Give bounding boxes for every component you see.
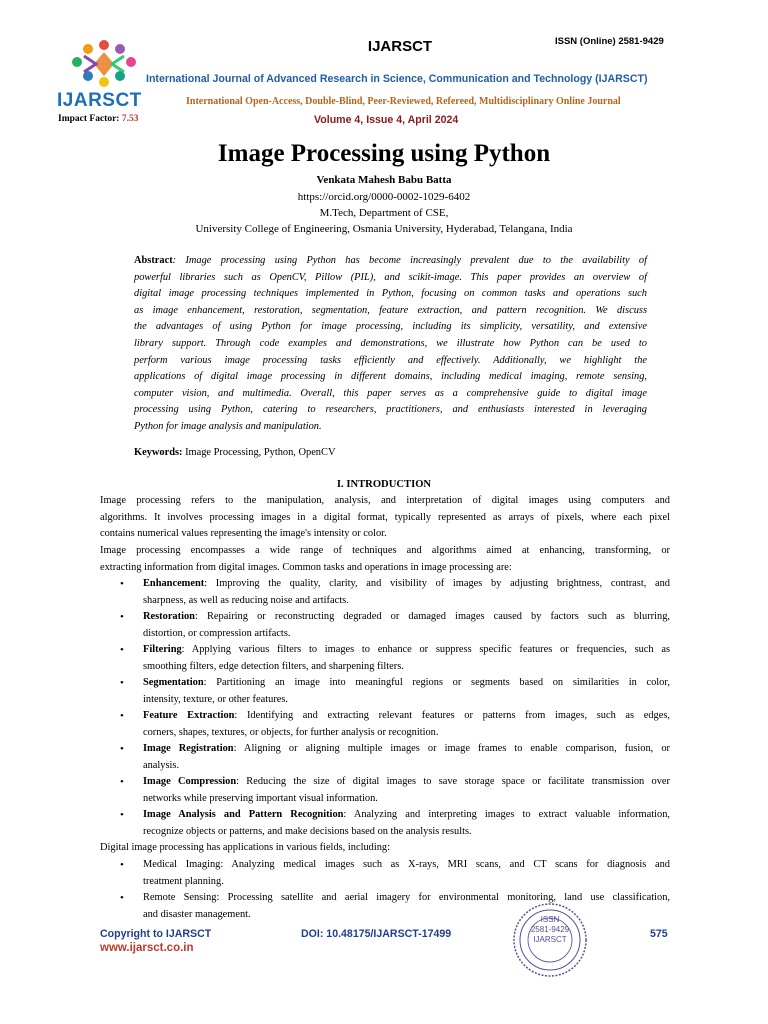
- paper-title: Image Processing using Python: [217, 140, 551, 167]
- doi-text: DOI: 10.48175/IJARSCT-17499: [301, 928, 452, 940]
- logo-text: IJARSCT: [57, 90, 142, 111]
- author-name: Venkata Mahesh Babu Batta: [316, 174, 452, 186]
- abstract-line: processing using Python, catering to researchers, practitioners, and enthusiasts interested in leveraging: [134, 404, 647, 416]
- list-item: Remote Sensing: Processing satellite and aerial imagery for environmental monitoring, land use classification, and disaster management.: [143, 892, 670, 920]
- paragraph-line: extracting information from digital images. Common tasks and operations in image processing are:: [100, 561, 512, 573]
- paragraph-line: algorithms. It involves processing images in a digital format, typically represented as arrays of pixels, where each pixel: [100, 511, 670, 523]
- paragraph-line: contains numerical values representing the image's intensity or color.: [100, 528, 387, 540]
- author-department: M.Tech, Department of CSE,: [319, 207, 449, 219]
- volume-issue: Volume 4, Issue 4, April 2024: [314, 114, 459, 126]
- list-item: Feature Extraction: Identifying and extracting relevant features or patterns from images, such as edges, corners, shapes, textures, or objects, for further analysis or recognition.: [143, 710, 670, 738]
- bullet-icon: •: [120, 859, 124, 871]
- list-item: Restoration: Repairing or reconstructing degraded or damaged images caused by factors such as blurring, distortion, or compression artifacts.: [143, 611, 670, 639]
- abstract-line: library support. Through code examples and demonstrations, we illustrate how Python can be used to: [134, 337, 647, 349]
- abstract-line: computer vision, and multimedia. Overall, this paper serves as a comprehensive guide to digital image: [134, 387, 647, 399]
- abstract-line: powerful libraries such as OpenCV, Pillow (PIL), and scikit-image. This paper provides an overview of: [134, 271, 647, 283]
- list-item: Enhancement: Improving the quality, clarity, and visibility of images by adjusting brightness, contrast, and sharpness, as well as reducing noise and artifacts.: [143, 578, 670, 606]
- bullet-icon: •: [120, 809, 124, 821]
- bullet-icon: •: [120, 743, 124, 755]
- list-item: Segmentation: Partitioning an image into meaningful regions or segments based on similarities in color, intensity, texture, or other features.: [143, 677, 670, 705]
- bullet-icon: •: [120, 611, 124, 623]
- stamp-text: ISSN: [540, 915, 560, 924]
- list-item: Image Registration: Aligning or aligning multiple images or image frames to enable comparison, fusion, or analysis.: [143, 743, 670, 771]
- section-heading: I. INTRODUCTION: [336, 479, 432, 490]
- impact-value: 7.53: [121, 114, 139, 124]
- abstract-line: the advantages of using Python for image processing, including its simplicity, versatility, and extensive: [134, 321, 647, 333]
- journal-name: International Journal of Advanced Research in Science, Communication and Technology (IJARSCT): [146, 73, 648, 85]
- bullet-icon: •: [120, 892, 124, 904]
- orcid-link[interactable]: https://orcid.org/0000-0002-1029-6402: [297, 191, 471, 203]
- bullet-icon: •: [120, 578, 124, 590]
- paragraph-line: Image processing encompasses a wide range of techniques and algorithms aimed at enhancing, transforming, or: [100, 545, 670, 556]
- abstract-label: Abstract: [134, 255, 173, 266]
- intro-paragraph-2: [100, 543, 670, 576]
- abstract-line: applications of digital image processing in different domains, including medical imaging, remote sensing,: [134, 371, 647, 383]
- journal-abbreviation: IJARSCT: [367, 38, 433, 55]
- issn-online: ISSN (Online) 2581-9429: [555, 36, 664, 47]
- journal-subtitle: International Open-Access, Double-Blind, Peer-Reviewed, Refereed, Multidisciplinary Online Journal: [186, 96, 621, 107]
- bullet-icon: •: [120, 776, 124, 788]
- abstract-line: Python for image analysis and manipulation.: [134, 420, 322, 432]
- keywords: [134, 447, 335, 458]
- copyright-text: Copyright to IJARSCT: [100, 928, 212, 940]
- stamp-text: 2581-9429: [530, 925, 570, 934]
- author-university: University College of Engineering, Osmania University, Hyderabad, Telangana, India: [195, 223, 573, 235]
- keywords-value: Image Processing, Python, OpenCV: [182, 447, 336, 458]
- abstract-line: digital image processing techniques implemented in Python, focusing on common tasks and operations such: [134, 288, 647, 300]
- list-item: Filtering: Applying various filters to images to enhance or suppress specific features or frequencies, such as smoothing filters, edge detection filters, and sharpening filters.: [143, 644, 670, 672]
- bullet-icon: •: [120, 644, 124, 656]
- abstract: [134, 253, 647, 436]
- page-number: 575: [650, 928, 668, 940]
- intro-paragraph-1: [100, 493, 670, 543]
- impact-label: Impact Factor:: [58, 114, 122, 124]
- impact-factor: [58, 114, 138, 124]
- abstract-line: Abstract: Image processing using Python has become increasingly prevalent due to the availability of: [134, 255, 647, 266]
- keywords-label: Keywords:: [134, 447, 183, 458]
- paragraph-line: Image processing refers to the manipulation, analysis, and interpretation of digital images using computers and: [100, 495, 670, 506]
- abstract-line: perform various image processing tasks efficiently and effectively. Additionally, we highlight the: [134, 354, 647, 366]
- list-item: Image Analysis and Pattern Recognition: Analyzing and interpreting images to extract valuable information, recognize objects or patterns, and make decisions based on the analysis results.: [143, 809, 670, 837]
- abstract-line: as image enhancement, restoration, segmentation, feature extraction, and pattern recognition. We discuss: [134, 304, 647, 316]
- bullet-icon: •: [120, 677, 124, 689]
- website-link[interactable]: www.ijarsct.co.in: [100, 942, 194, 954]
- list-item: Medical Imaging: Analyzing medical images such as X-rays, MRI scans, and CT scans for diagnosis and treatment planning.: [143, 859, 670, 887]
- intro-paragraph-3: Digital image processing has applications in various fields, including:: [100, 842, 391, 853]
- stamp-text: IJARSCT: [533, 935, 567, 944]
- bullet-icon: •: [120, 710, 124, 722]
- list-item: Image Compression: Reducing the size of digital images to save storage space or facilitate transmission over networks while preserving important visual information.: [143, 776, 670, 804]
